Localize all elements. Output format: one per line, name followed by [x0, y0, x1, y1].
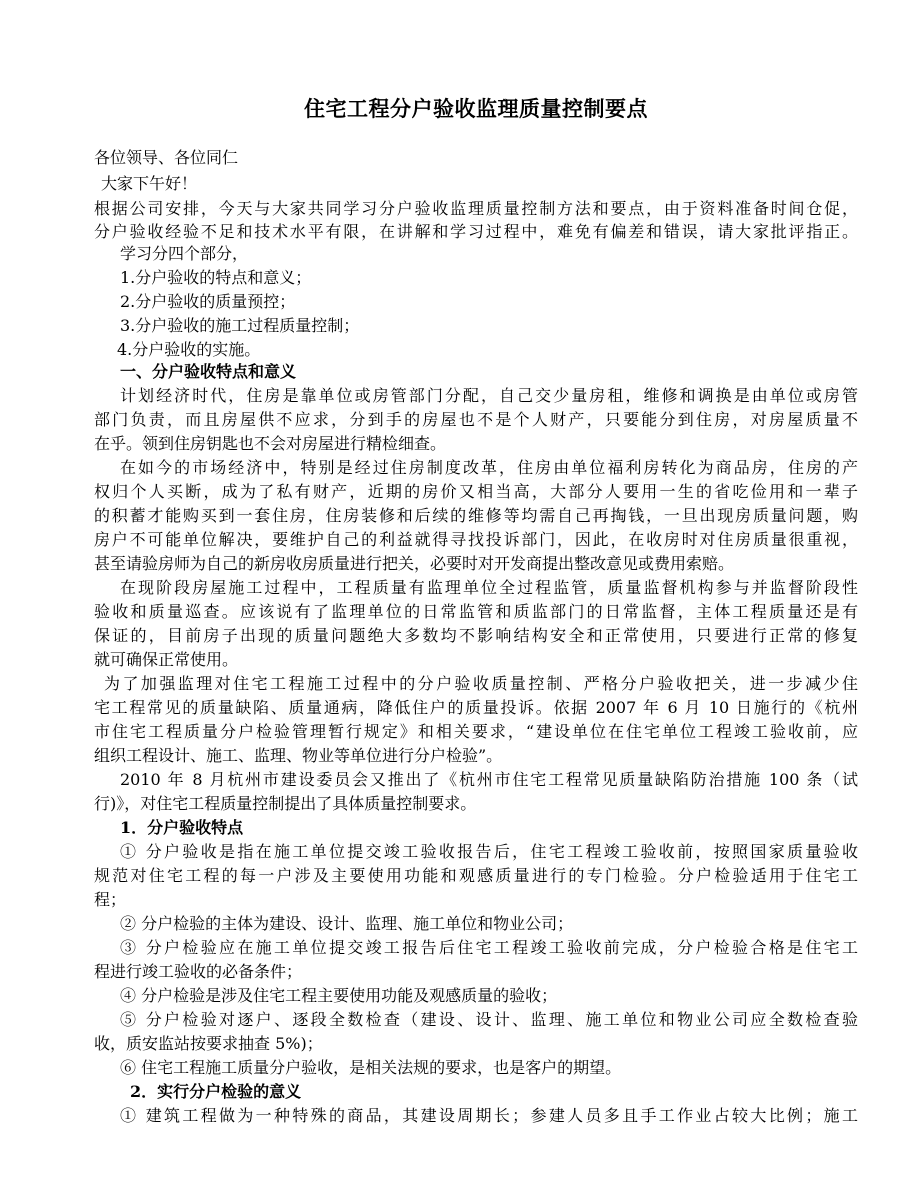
body-line: 宅工程常见的质量缺陷、质量通病，降低住户的质量投诉。依据 2007 年 6 月 10 日施行的《杭州	[94, 698, 858, 717]
body-line: 分户验收经验不足和技术水平有限，在讲解和学习过程中，难免有偏差和错误，请大家批评指正。	[94, 222, 858, 241]
list-item: ⑥ 住宅工程施工质量分户验收，是相关法规的要求，也是客户的期望。	[120, 1058, 622, 1077]
body-line: 程进行竣工验收的必备条件；	[94, 962, 303, 981]
body-line: 保证的，目前房子出现的质量问题绝大多数均不影响结构安全和正常使用，只要进行正常的修复	[94, 626, 858, 645]
body-line: 程；	[94, 890, 127, 909]
body-line: 就可确保正常使用。	[94, 650, 239, 669]
body-line: 市住宅工程质量分户检验管理暂行规定》和相关要求，“建设单位在住宅单位工程竣工验收前，应	[94, 722, 858, 741]
section-heading: 一、分户验收特点和意义	[120, 362, 297, 381]
body-line: 收，质安监站按要求抽查 5%)；	[94, 1034, 323, 1053]
list-item: 3.分户验收的施工过程质量控制；	[120, 316, 360, 335]
list-item: ① 建筑工程做为一种特殊的商品，其建设周期长；参建人员多且手工作业占较大比例；施工	[120, 1106, 858, 1125]
list-item: ① 分户验收是指在施工单位提交竣工验收报告后，住宅工程竣工验收前，按照国家质量验收	[120, 842, 858, 861]
list-item: ② 分户检验的主体为建设、设计、监理、施工单位和物业公司；	[120, 914, 574, 933]
body-line: 根据公司安排，今天与大家共同学习分户验收监理质量控制方法和要点，由于资料准备时间仓促，	[94, 199, 858, 218]
list-item: 2.分户验收的质量预控；	[120, 292, 296, 311]
body-line: 2010 年 8 月杭州市建设委员会又推出了《杭州市住宅工程常见质量缺陷防治措施 100 条（试	[120, 770, 858, 789]
body-line: 计划经济时代，住房是靠单位或房管部门分配，自己交少量房租，维修和调换是由单位或房管	[120, 386, 858, 405]
greeting-line: 大家下午好！	[101, 174, 198, 193]
body-line: 学习分四个部分，	[120, 244, 249, 263]
list-item: ⑤ 分户检验对逐户、逐段全数检查（建设、设计、监理、施工单位和物业公司应全数检查验	[120, 1010, 858, 1029]
body-line: 为了加强监理对住宅工程施工过程中的分户验收质量控制、严格分户验收把关，进一步减少住	[104, 674, 858, 693]
subsection-heading: 2．实行分户检验的意义	[130, 1082, 302, 1101]
body-line: 验收和质量巡查。应该说有了监理单位的日常监管和质监部门的日常监督，主体工程质量还是有	[94, 602, 858, 621]
body-line: 在如今的市场经济中，特别是经过住房制度改革，住房由单位福利房转化为商品房，住房的产	[120, 458, 858, 477]
list-item: 1.分户验收的特点和意义；	[120, 268, 312, 287]
body-line: 组织工程设计、施工、监理、物业等单位进行分户检验”。	[94, 746, 503, 765]
body-line: 行)》，对住宅工程质量控制提出了具体质量控制要求。	[94, 794, 477, 813]
body-line: 甚至请验房师为自己的新房收房质量进行把关，必要时对开发商提出整改意见或费用索赔。	[94, 554, 735, 573]
subsection-heading: 1．分户验收特点	[120, 818, 244, 837]
body-line: 规范对住宅工程的每一户涉及主要使用功能和观感质量进行的专门检验。分户检验适用于住宅工	[94, 866, 858, 885]
body-line: 部门负责，而且房屋供不应求，分到手的房屋也不是个人财产，只要能分到住房，对房屋质量不	[94, 410, 858, 429]
body-line: 的积蓄才能购买到一套住房，住房装修和后续的维修等均需自己再掏钱，一旦出现房质量问题，购	[94, 506, 858, 525]
list-item: 4.分户验收的实施。	[117, 340, 261, 359]
body-line: 在乎。领到住房钥匙也不会对房屋进行精检细查。	[94, 434, 447, 453]
greeting-line: 各位领导、各位同仁	[94, 148, 239, 167]
body-line: 在现阶段房屋施工过程中，工程质量有监理单位全过程监管，质量监督机构参与并监督阶段性	[120, 578, 858, 597]
body-line: 房户不可能单位解决，要维护自己的利益就得寻找投诉部门，因此，在收房时对住房质量很重视，	[94, 530, 858, 549]
document-title: 住宅工程分户验收监理质量控制要点	[304, 97, 648, 121]
list-item: ④ 分户检验是涉及住宅工程主要使用功能及观感质量的验收；	[120, 986, 558, 1005]
list-item: ③ 分户检验应在施工单位提交竣工报告后住宅工程竣工验收前完成，分户检验合格是住宅工	[120, 938, 858, 957]
body-line: 权归个人买断，成为了私有财产，近期的房价又相当高，大部分人要用一生的省吃俭用和一辈子	[94, 482, 858, 501]
